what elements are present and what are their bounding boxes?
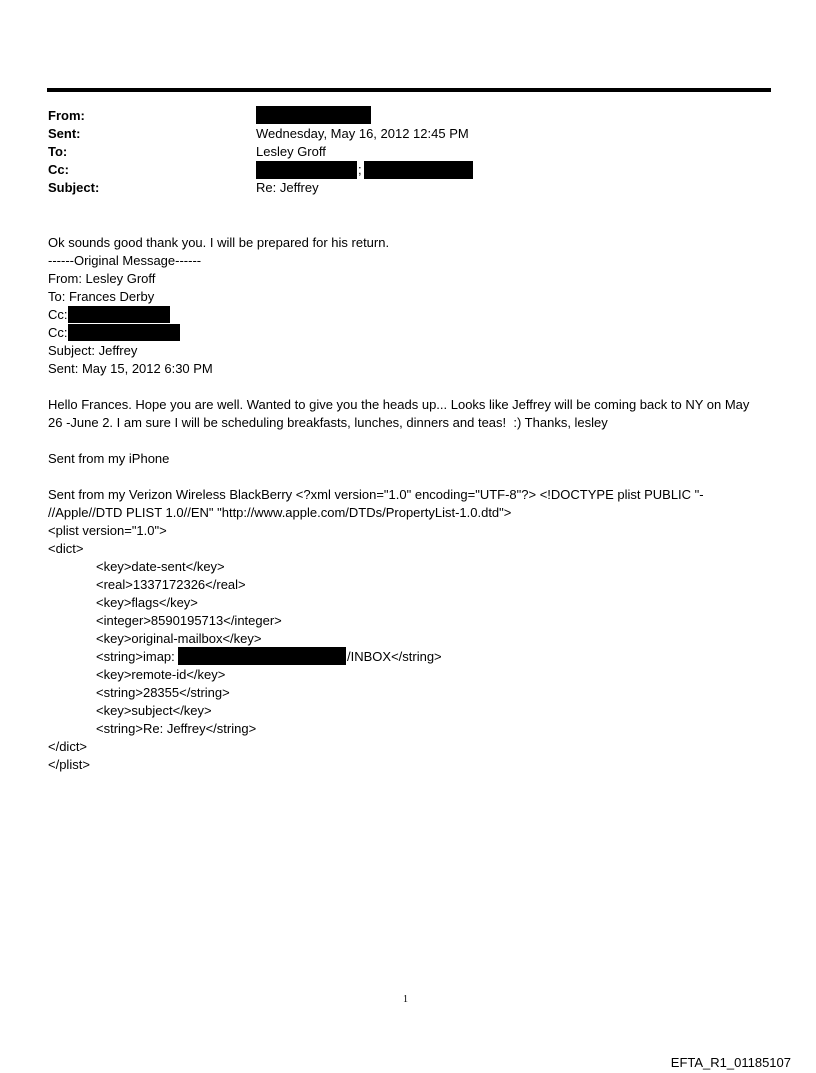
plist-entry: <key>original-mailbox</key> <box>96 631 262 646</box>
header-rule <box>47 88 771 92</box>
plist-entry: <key>remote-id</key> <box>96 667 226 682</box>
cc-redaction-1 <box>256 161 357 179</box>
plist-entry: <key>flags</key> <box>96 595 198 610</box>
original-cc-label-1: Cc: <box>48 307 68 322</box>
dict-close: </dict> <box>48 739 88 754</box>
original-cc-label-2: Cc: <box>48 325 68 340</box>
sent-value: Wednesday, May 16, 2012 12:45 PM <box>256 126 469 141</box>
to-value: Lesley Groff <box>256 144 326 159</box>
plist-close: </plist> <box>48 757 90 772</box>
document-id: EFTA_R1_01185107 <box>670 1055 791 1070</box>
plist-open: <plist version="1.0"> <box>48 523 167 538</box>
original-sent: Sent: May 15, 2012 6:30 PM <box>48 361 213 376</box>
from-redaction <box>256 106 371 124</box>
dict-open: <dict> <box>48 541 84 556</box>
plist-entry: <integer>8590195713</integer> <box>96 613 282 628</box>
reply-line: Ok sounds good thank you. I will be prepared for his return. <box>48 235 390 250</box>
plist-entry-imap-suffix: /INBOX</string> <box>347 649 442 664</box>
plist-entry: <string>Re: Jeffrey</string> <box>96 721 257 736</box>
message-line-1: Hello Frances. Hope you are well. Wanted to give you the heads up... Looks like Jeffrey will be coming back to NY on May <box>48 397 750 412</box>
plist-entry-imap-prefix: <string>imap: <box>96 649 175 664</box>
blackberry-line-1: Sent from my Verizon Wireless BlackBerry <?xml version="1.0" encoding="UTF-8"?> <!DOCTYPE plist PUBLIC "- <box>48 487 704 502</box>
imap-redaction <box>178 647 346 665</box>
page-number: 1 <box>403 994 408 1005</box>
sent-from-iphone: Sent from my iPhone <box>48 451 170 466</box>
subject-value: Re: Jeffrey <box>256 180 319 195</box>
original-cc-redaction-1 <box>68 306 170 323</box>
original-cc-redaction-2 <box>68 324 180 341</box>
original-from: From: Lesley Groff <box>48 271 156 286</box>
original-subject: Subject: Jeffrey <box>48 343 138 358</box>
cc-separator: ; <box>358 162 362 177</box>
plist-entry: <string>28355</string> <box>96 685 230 700</box>
plist-entry: <real>1337172326</real> <box>96 577 246 592</box>
cc-label: Cc: <box>48 162 69 177</box>
subject-label: Subject: <box>48 180 100 195</box>
message-line-2: 26 -June 2. I am sure I will be scheduling breakfasts, lunches, dinners and teas! :) Thanks, lesley <box>48 415 608 430</box>
sent-label: Sent: <box>48 126 81 141</box>
from-label: From: <box>48 108 85 123</box>
cc-redaction-2 <box>364 161 473 179</box>
plist-entry: <key>date-sent</key> <box>96 559 225 574</box>
to-label: To: <box>48 144 68 159</box>
plist-entry: <key>subject</key> <box>96 703 212 718</box>
original-to: To: Frances Derby <box>48 289 155 304</box>
blackberry-line-2: //Apple//DTD PLIST 1.0//EN" "http://www.apple.com/DTDs/PropertyList-1.0.dtd"> <box>48 505 512 520</box>
original-message-marker: ------Original Message------ <box>48 253 202 268</box>
